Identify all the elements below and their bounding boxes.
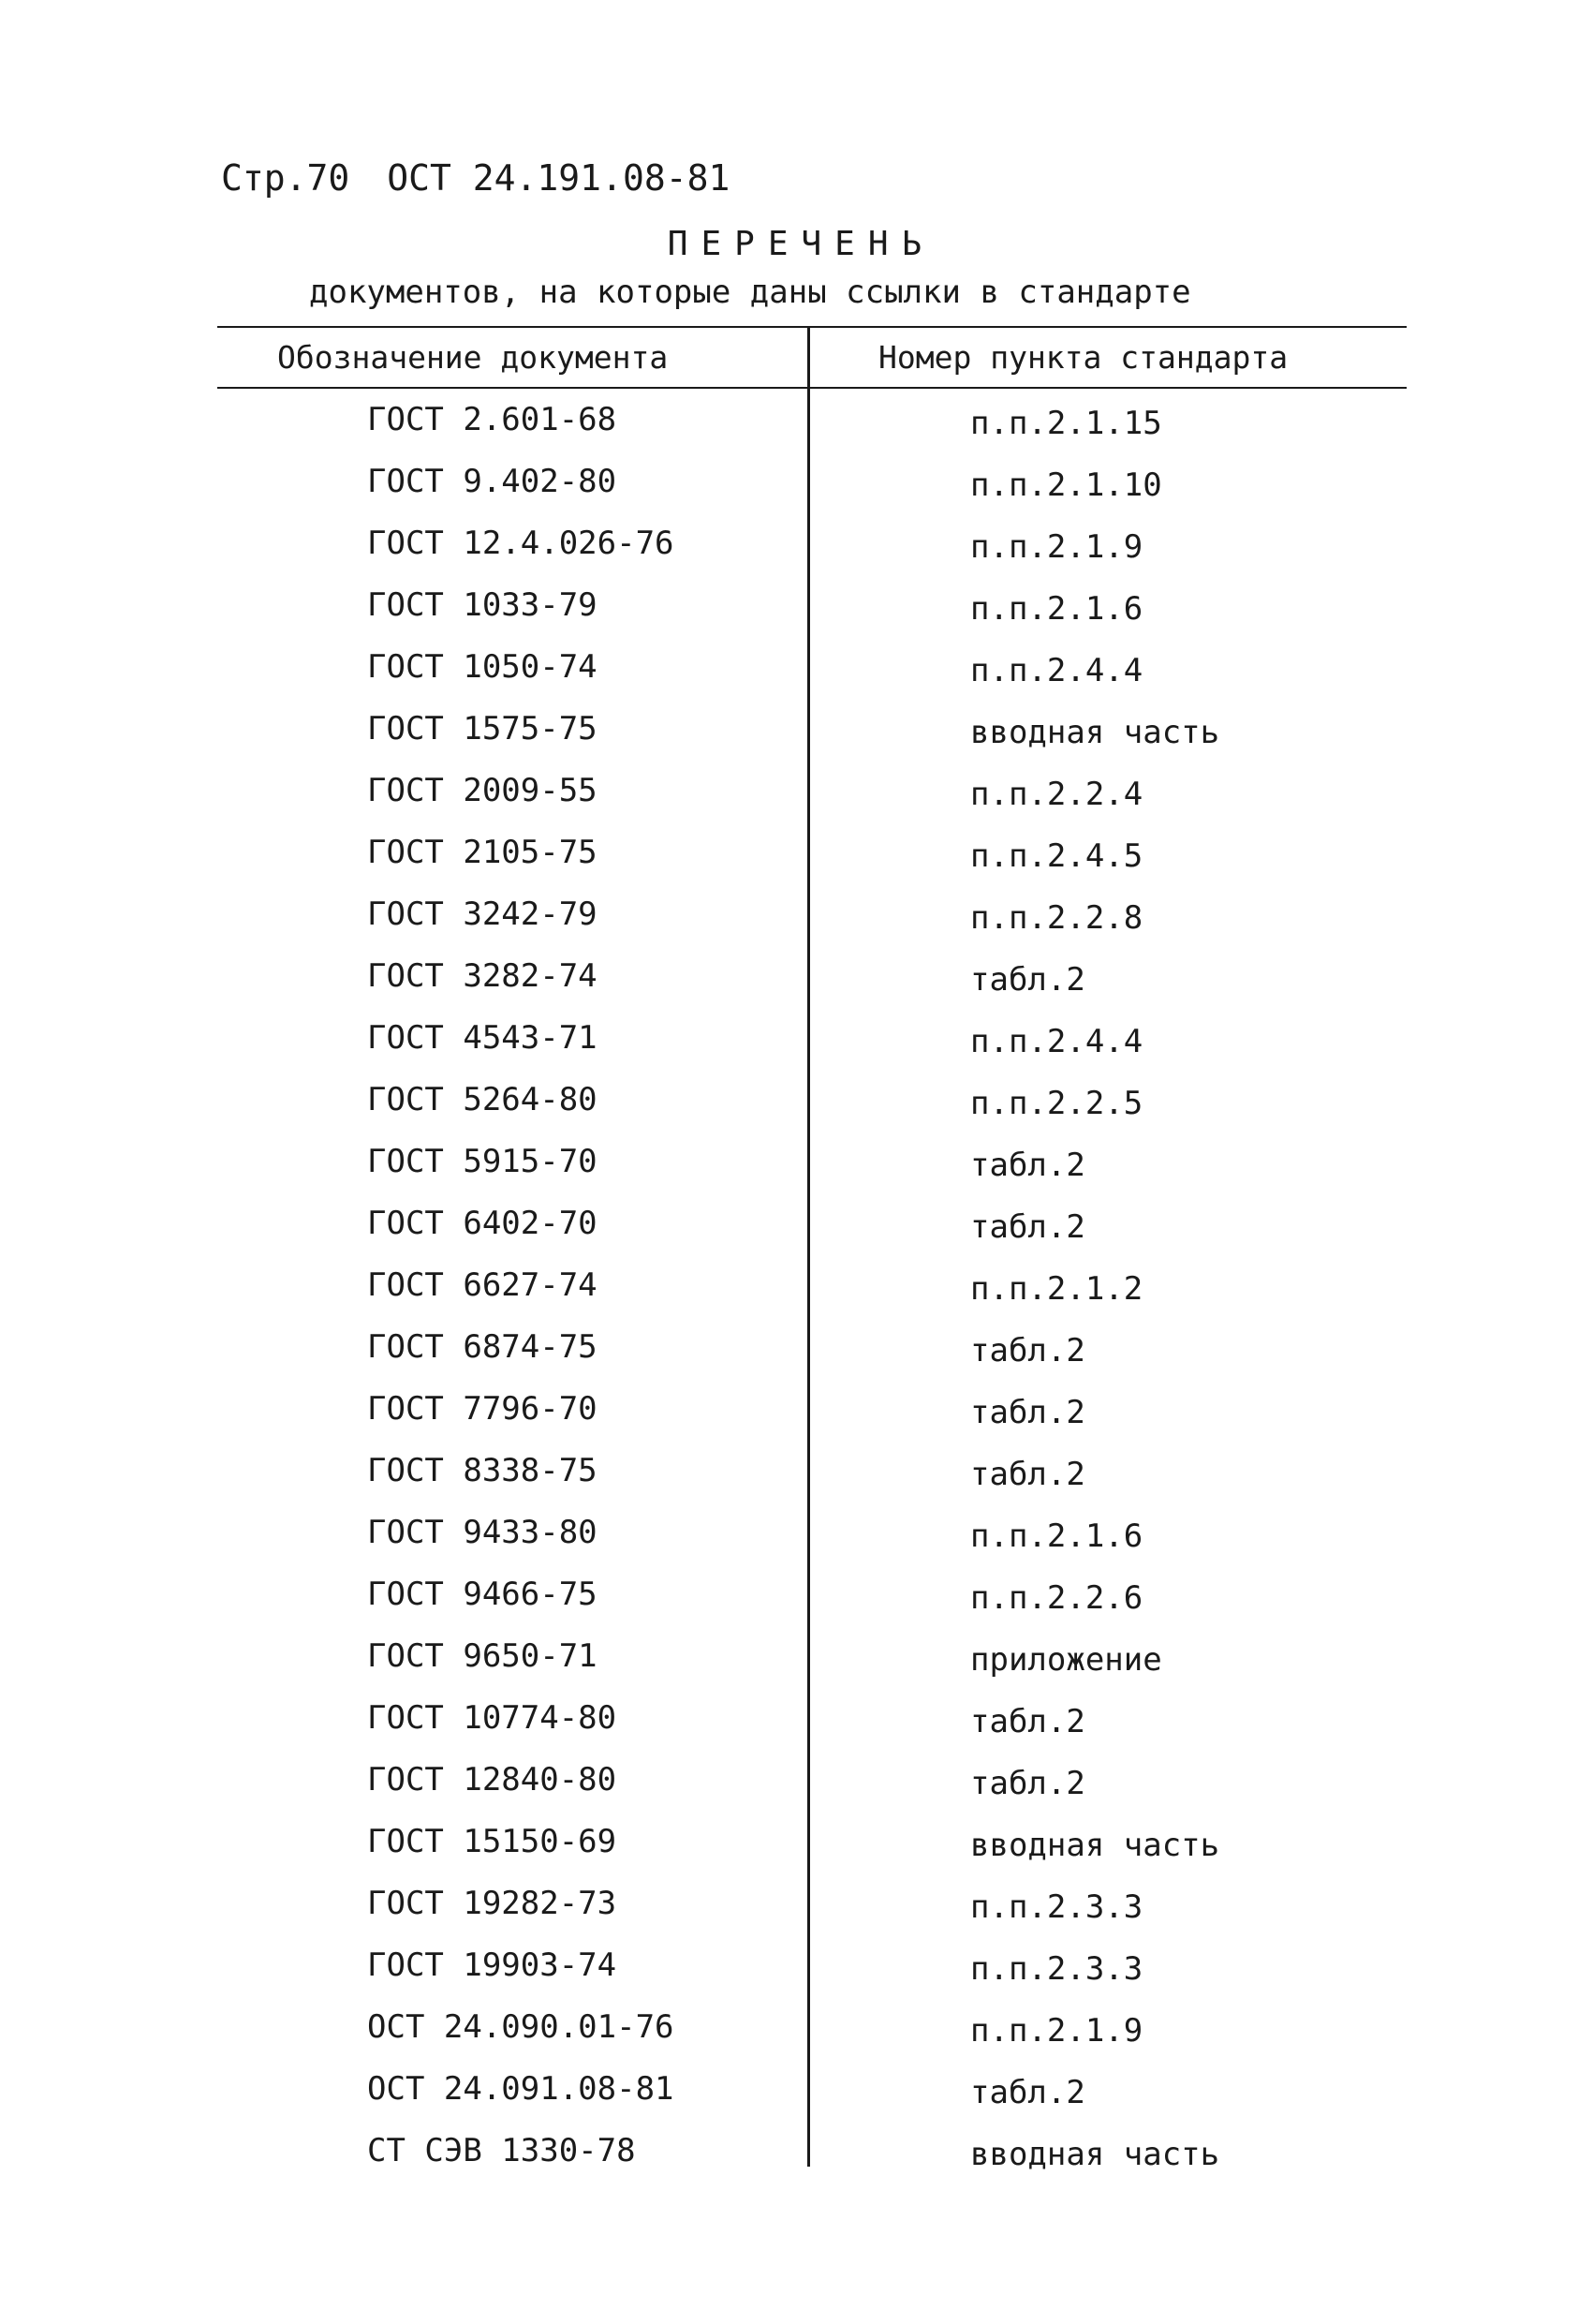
clause-reference: п.п.2.2.5 [970,1085,1143,1122]
table-row [0,1205,1593,1266]
table-row [0,2132,1593,2194]
document-designation: ГОСТ 1575-75 [367,710,597,748]
table-row [0,1452,1593,1514]
table-row [0,1514,1593,1576]
clause-reference: приложение [970,1641,1162,1679]
document-designation: ГОСТ 9650-71 [367,1637,597,1675]
table-row [0,1390,1593,1452]
table-row [0,1266,1593,1328]
table-row [0,1019,1593,1081]
clause-reference: табл.2 [970,1703,1085,1740]
table-body [0,401,1593,2194]
document-designation: ГОСТ 6402-70 [367,1205,597,1242]
list-title: ПЕРЕЧЕНЬ [667,225,936,263]
table-row [0,648,1593,710]
clause-reference: п.п.2.4.4 [970,652,1143,689]
table-row [0,2070,1593,2132]
clause-reference: табл.2 [970,1208,1085,1246]
clause-reference: табл.2 [970,1765,1085,1802]
clause-reference: п.п.2.3.3 [970,1888,1143,1926]
document-designation: ГОСТ 15150-69 [367,1823,617,1860]
clause-reference: табл.2 [970,1147,1085,1184]
table-row [0,1699,1593,1761]
table-row [0,1947,1593,2008]
column-header-document: Обозначение документа [277,339,669,376]
document-designation: ГОСТ 19282-73 [367,1885,617,1922]
document-designation: ГОСТ 7796-70 [367,1390,597,1428]
table-top-rule [217,326,1407,328]
clause-reference: п.п.2.2.4 [970,776,1143,813]
table-header-rule [217,387,1407,389]
document-designation: ГОСТ 8338-75 [367,1452,597,1489]
clause-reference: п.п.2.1.9 [970,528,1143,566]
clause-reference: табл.2 [970,1394,1085,1431]
document-designation: ГОСТ 9433-80 [367,1514,597,1551]
table-row [0,1143,1593,1205]
clause-reference: п.п.2.1.6 [970,1517,1143,1555]
table-row [0,2008,1593,2070]
document-designation: ОСТ 24.090.01-76 [367,2008,674,2046]
document-designation: СТ СЭВ 1330-78 [367,2132,636,2169]
document-designation: ГОСТ 4543-71 [367,1019,597,1057]
standard-designation: ОСТ 24.191.08-81 [387,157,730,199]
document-designation: ГОСТ 1050-74 [367,648,597,686]
clause-reference: п.п.2.1.9 [970,2012,1143,2050]
table-row [0,772,1593,834]
document-designation: ГОСТ 2009-55 [367,772,597,809]
table-row [0,463,1593,525]
document-designation: ГОСТ 12.4.026-76 [367,525,674,562]
clause-reference: вводная часть [970,2136,1220,2173]
document-designation: ГОСТ 10774-80 [367,1699,617,1737]
clause-reference: табл.2 [970,1332,1085,1369]
clause-reference: п.п.2.2.8 [970,899,1143,937]
document-designation: ГОСТ 1033-79 [367,586,597,624]
clause-reference: вводная часть [970,1827,1220,1864]
table-row [0,1081,1593,1143]
table-row [0,957,1593,1019]
list-subtitle: документов, на которые даны ссылки в стандарте [309,274,1191,311]
clause-reference: п.п.2.1.6 [970,590,1143,628]
table-row [0,834,1593,896]
clause-reference: табл.2 [970,1456,1085,1493]
document-designation: ГОСТ 3282-74 [367,957,597,995]
table-row [0,1328,1593,1390]
table-row [0,710,1593,772]
table-row [0,1761,1593,1823]
table-row [0,401,1593,463]
document-designation: ГОСТ 3242-79 [367,896,597,933]
document-designation: ГОСТ 5915-70 [367,1143,597,1180]
document-designation: ГОСТ 5264-80 [367,1081,597,1118]
document-designation: ГОСТ 19903-74 [367,1947,617,1984]
clause-reference: табл.2 [970,961,1085,999]
column-header-clause: Номер пункта стандарта [878,339,1289,376]
table-row [0,525,1593,586]
clause-reference: п.п.2.3.3 [970,1950,1143,1988]
document-designation: ГОСТ 6627-74 [367,1266,597,1304]
document-designation: ГОСТ 6874-75 [367,1328,597,1366]
table-row [0,586,1593,648]
table-row [0,1885,1593,1947]
document-designation: ГОСТ 2105-75 [367,834,597,871]
table-row [0,1823,1593,1885]
clause-reference: п.п.2.4.4 [970,1023,1143,1060]
table-row [0,1576,1593,1637]
document-designation: ОСТ 24.091.08-81 [367,2070,674,2108]
clause-reference: табл.2 [970,2074,1085,2111]
table-row [0,896,1593,957]
clause-reference: п.п.2.1.2 [970,1270,1143,1308]
clause-reference: п.п.2.1.10 [970,466,1162,504]
clause-reference: вводная часть [970,714,1220,751]
document-designation: ГОСТ 2.601-68 [367,401,617,438]
clause-reference: п.п.2.2.6 [970,1579,1143,1617]
document-designation: ГОСТ 9.402-80 [367,463,617,500]
document-designation: ГОСТ 12840-80 [367,1761,617,1799]
document-designation: ГОСТ 9466-75 [367,1576,597,1613]
table-row [0,1637,1593,1699]
clause-reference: п.п.2.1.15 [970,405,1162,442]
clause-reference: п.п.2.4.5 [970,837,1143,875]
page-header [221,157,730,199]
page-number: Стр.70 [221,157,350,199]
